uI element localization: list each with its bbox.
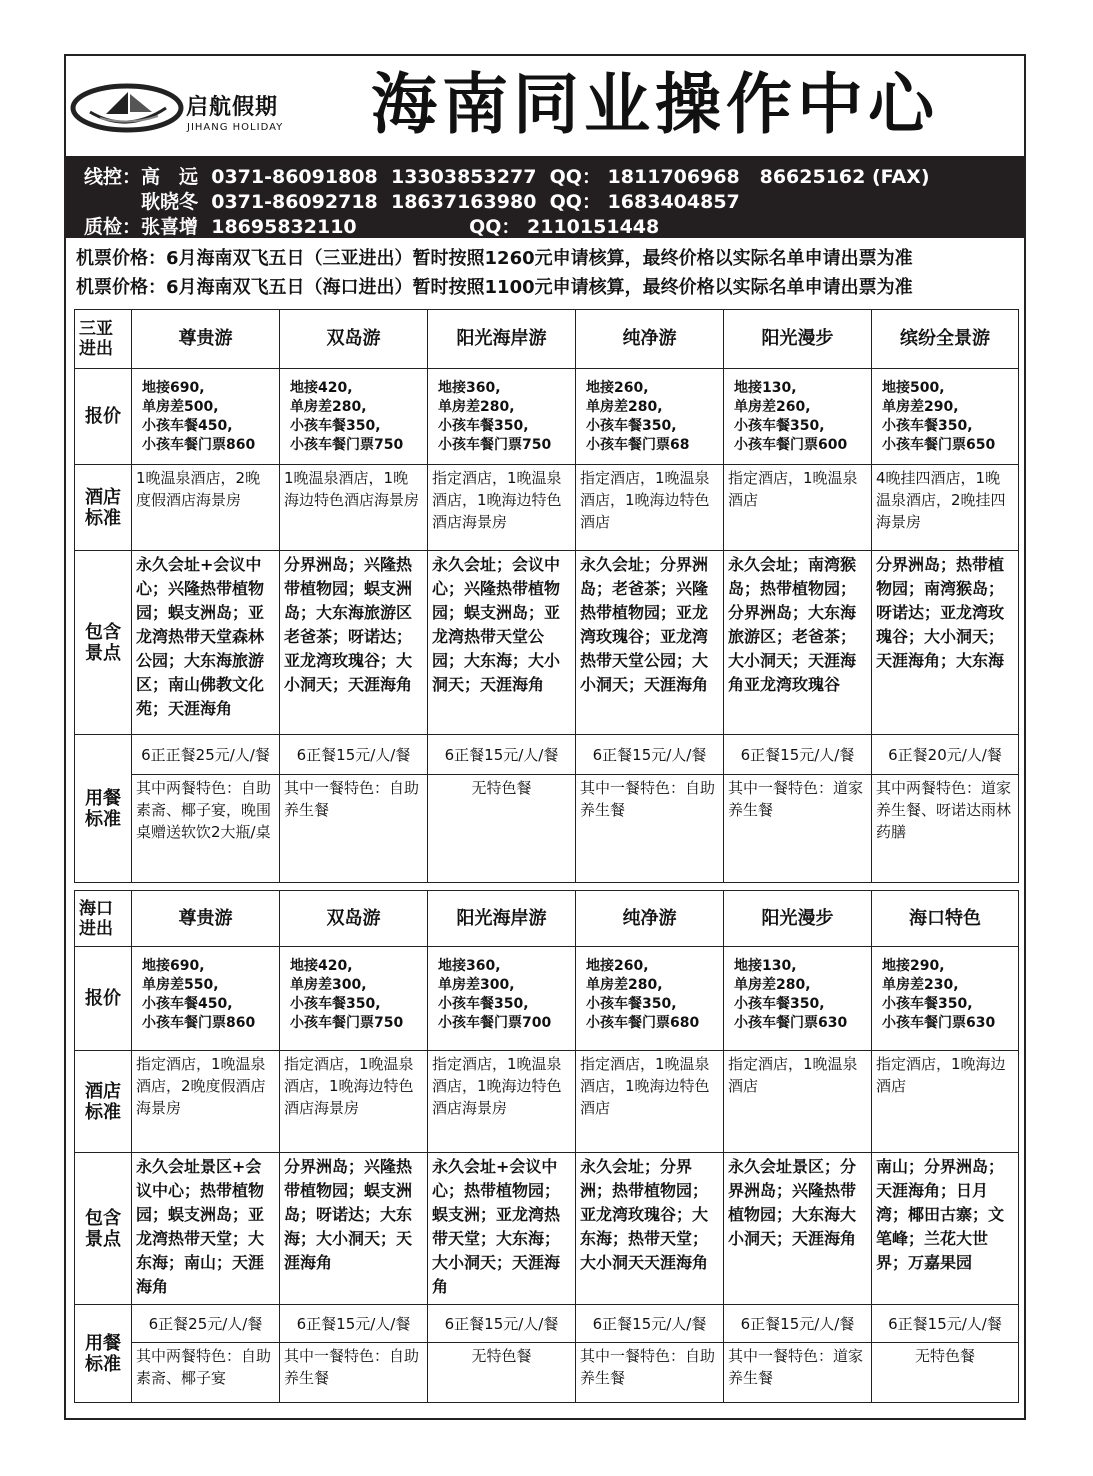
special-meal-cell: 其中两餐特色：道家养生餐、呀诺达雨林药膳: [872, 775, 1019, 883]
price-cell: 地接130, 单房差260, 小孩车餐350, 小孩车餐门票600: [724, 369, 872, 465]
spots-cell: 永久会址；分界洲岛；老爸茶；兴隆热带植物园；亚龙湾玫瑰谷；亚龙湾热带天堂公园；大小洞天；天涯海角: [576, 551, 724, 735]
meal-cell: 6正正餐25元/人/餐: [132, 735, 280, 775]
table-row: [75, 369, 1019, 465]
contact-line: 质检：张喜增 18695832110 QQ： 2110151448: [84, 216, 660, 238]
price-cell: 地接690, 单房差550, 小孩车餐450, 小孩车餐门票860: [132, 947, 280, 1051]
special-meal-cell: 其中两餐特色：自助素斋、椰子宴: [132, 1343, 280, 1403]
route-label: 海口 进出: [75, 891, 132, 947]
price-cell: 地接500, 单房差290, 小孩车餐350, 小孩车餐门票650: [872, 369, 1019, 465]
brand-name: 启航假期: [186, 95, 279, 120]
special-meal-cell: 其中一餐特色：自助养生餐: [280, 775, 428, 883]
row-label-meal: 用餐 标准: [75, 735, 132, 883]
package-name: 阳光漫步: [724, 891, 872, 947]
row-label-spots: 包含 景点: [75, 551, 132, 735]
contact-line: 线控：高 远 0371-86091808 13303853277 QQ： 1811706968 86625162 (FAX): [84, 166, 930, 188]
airfare-notice: 机票价格：6月海南双飞五日（三亚进出）暂时按照1260元申请核算，最终价格以实际名单申请出票为准: [76, 248, 913, 269]
price-cell: 地接360, 单房差300, 小孩车餐350, 小孩车餐门票700: [428, 947, 576, 1051]
table-row: [75, 1051, 1019, 1153]
special-meal-cell: 其中两餐特色：自助素斋、椰子宴，晚围桌赠送软饮2大瓶/桌: [132, 775, 280, 883]
price-cell: 地接130, 单房差280, 小孩车餐350, 小孩车餐门票630: [724, 947, 872, 1051]
meal-cell: 6正餐15元/人/餐: [576, 1305, 724, 1343]
special-meal-cell: 其中一餐特色：道家养生餐: [724, 1343, 872, 1403]
package-name: 尊贵游: [132, 310, 280, 369]
spots-cell: 分界洲岛；热带植物园；南湾猴岛；呀诺达；亚龙湾玫瑰谷；大小洞天；天涯海角；大东海: [872, 551, 1019, 735]
header: [66, 56, 1024, 154]
meal-cell: 6正餐20元/人/餐: [872, 735, 1019, 775]
spots-cell: 永久会址；分界洲；热带植物园；亚龙湾玫瑰谷；大东海；热带天堂；大小洞天天涯海角: [576, 1153, 724, 1305]
sanya-package-table: [74, 309, 1019, 883]
package-name: 尊贵游: [132, 891, 280, 947]
flyer-frame: [64, 54, 1026, 1420]
contact-bar: [66, 156, 1024, 238]
package-name: 双岛游: [280, 891, 428, 947]
table-row: [75, 310, 1019, 369]
hotel-cell: 指定酒店，1晚温泉酒店，1晚海边特色酒店: [576, 465, 724, 551]
spots-cell: 永久会址；会议中心；兴隆热带植物园；蜈支洲岛；亚龙湾热带天堂公园；大东海；大小洞天；天涯海角: [428, 551, 576, 735]
row-label-price: 报价: [75, 947, 132, 1051]
table-row: [75, 947, 1019, 1051]
package-name: 双岛游: [280, 310, 428, 369]
page-title: 海南同业操作中心: [371, 66, 939, 143]
package-name: 纯净游: [576, 891, 724, 947]
row-label-hotel: 酒店 标准: [75, 465, 132, 551]
brand-name-en: JIHANG HOLIDAY: [187, 122, 284, 133]
price-cell: 地接420, 单房差300, 小孩车餐350, 小孩车餐门票750: [280, 947, 428, 1051]
special-meal-cell: 其中一餐特色：自助养生餐: [576, 775, 724, 883]
spots-cell: 永久会址+会议中心；兴隆热带植物园；蜈支洲岛；亚龙湾热带天堂森林公园；大东海旅游区；南山佛教文化苑；天涯海角: [132, 551, 280, 735]
special-meal-cell: 其中一餐特色：道家养生餐: [724, 775, 872, 883]
price-cell: 地接420, 单房差280, 小孩车餐350, 小孩车餐门票750: [280, 369, 428, 465]
table-row: [75, 891, 1019, 947]
price-cell: 地接290, 单房差230, 小孩车餐350, 小孩车餐门票630: [872, 947, 1019, 1051]
special-meal-cell: 其中一餐特色：自助养生餐: [576, 1343, 724, 1403]
table-row: [75, 1305, 1019, 1343]
hotel-cell: 指定酒店，1晚温泉酒店，1晚海边特色酒店海景房: [280, 1051, 428, 1153]
hotel-cell: 指定酒店，1晚温泉酒店，1晚海边特色酒店海景房: [428, 465, 576, 551]
hotel-cell: 指定酒店，1晚温泉酒店，2晚度假酒店海景房: [132, 1051, 280, 1153]
spots-cell: 分界洲岛；兴隆热带植物园；蜈支洲岛；呀诺达；大东海；大小洞天；天涯海角: [280, 1153, 428, 1305]
table-row: [75, 775, 1019, 883]
meal-cell: 6正餐15元/人/餐: [428, 1305, 576, 1343]
meal-cell: 6正餐25元/人/餐: [132, 1305, 280, 1343]
contact-line: 耿晓冬 0371-86092718 18637163980 QQ： 1683404857: [84, 191, 740, 213]
table-row: [75, 1153, 1019, 1305]
ship-logo-icon: [70, 82, 185, 134]
table-row: [75, 551, 1019, 735]
haikou-package-table: [74, 890, 1019, 1403]
row-label-meal: 用餐 标准: [75, 1305, 132, 1403]
spots-cell: 分界洲岛；兴隆热带植物园；蜈支洲岛；大东海旅游区老爸茶；呀诺达；亚龙湾玫瑰谷；大小洞天；天涯海角: [280, 551, 428, 735]
meal-cell: 6正餐15元/人/餐: [280, 1305, 428, 1343]
hotel-cell: 1晚温泉酒店，2晚度假酒店海景房: [132, 465, 280, 551]
spots-cell: 南山；分界洲岛；天涯海角；日月湾；椰田古寨；文笔峰；兰花大世界；万嘉果园: [872, 1153, 1019, 1305]
route-label: 三亚 进出: [75, 310, 132, 369]
package-name: 纯净游: [576, 310, 724, 369]
table-row: [75, 465, 1019, 551]
meal-cell: 6正餐15元/人/餐: [872, 1305, 1019, 1343]
price-cell: 地接690, 单房差500, 小孩车餐450, 小孩车餐门票860: [132, 369, 280, 465]
meal-cell: 6正餐15元/人/餐: [724, 735, 872, 775]
hotel-cell: 指定酒店，1晚温泉酒店: [724, 1051, 872, 1153]
meal-cell: 6正餐15元/人/餐: [724, 1305, 872, 1343]
spots-cell: 永久会址+会议中心；热带植物园；蜈支洲；亚龙湾热带天堂；大东海；大小洞天；天涯海角: [428, 1153, 576, 1305]
hotel-cell: 指定酒店，1晚温泉酒店，1晚海边特色酒店海景房: [428, 1051, 576, 1153]
spots-cell: 永久会址；南湾猴岛；热带植物园；分界洲岛；大东海旅游区；老爸茶；大小洞天；天涯海角亚龙湾玫瑰谷: [724, 551, 872, 735]
price-cell: 地接260, 单房差280, 小孩车餐350, 小孩车餐门票680: [576, 947, 724, 1051]
special-meal-cell: 无特色餐: [428, 1343, 576, 1403]
price-cell: 地接260, 单房差280, 小孩车餐350, 小孩车餐门票68: [576, 369, 724, 465]
spots-cell: 永久会址景区；分界洲岛；兴隆热带植物园；大东海大小洞天；天涯海角: [724, 1153, 872, 1305]
price-cell: 地接360, 单房差280, 小孩车餐350, 小孩车餐门票750: [428, 369, 576, 465]
package-name: 海口特色: [872, 891, 1019, 947]
hotel-cell: 指定酒店，1晚温泉酒店: [724, 465, 872, 551]
special-meal-cell: 无特色餐: [428, 775, 576, 883]
hotel-cell: 指定酒店，1晚海边酒店: [872, 1051, 1019, 1153]
row-label-hotel: 酒店 标准: [75, 1051, 132, 1153]
meal-cell: 6正餐15元/人/餐: [576, 735, 724, 775]
special-meal-cell: 其中一餐特色：自助养生餐: [280, 1343, 428, 1403]
row-label-spots: 包含 景点: [75, 1153, 132, 1305]
table-row: [75, 1343, 1019, 1403]
meal-cell: 6正餐15元/人/餐: [280, 735, 428, 775]
meal-cell: 6正餐15元/人/餐: [428, 735, 576, 775]
spots-cell: 永久会址景区+会议中心；热带植物园；蜈支洲岛；亚龙湾热带天堂；大东海；南山；天涯海角: [132, 1153, 280, 1305]
table-row: [75, 735, 1019, 775]
package-name: 缤纷全景游: [872, 310, 1019, 369]
package-name: 阳光漫步: [724, 310, 872, 369]
hotel-cell: 1晚温泉酒店，1晚海边特色酒店海景房: [280, 465, 428, 551]
hotel-cell: 4晚挂四酒店，1晚温泉酒店，2晚挂四海景房: [872, 465, 1019, 551]
special-meal-cell: 无特色餐: [872, 1343, 1019, 1403]
package-name: 阳光海岸游: [428, 310, 576, 369]
package-name: 阳光海岸游: [428, 891, 576, 947]
row-label-price: 报价: [75, 369, 132, 465]
airfare-notice: 机票价格：6月海南双飞五日（海口进出）暂时按照1100元申请核算，最终价格以实际名单申请出票为准: [76, 277, 913, 298]
hotel-cell: 指定酒店，1晚温泉酒店，1晚海边特色酒店: [576, 1051, 724, 1153]
